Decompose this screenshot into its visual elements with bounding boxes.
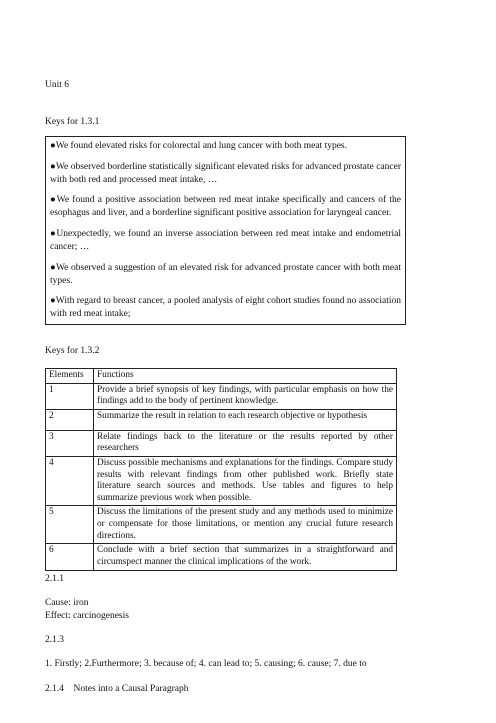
answers-line: 1. Firstly; 2.Furthermore; 3. because of; 4. can lead to; 5. causing; 6. cause; 7. due to [45,659,367,669]
table-row [46,457,397,506]
element-number: 2 [46,409,94,430]
table-row [46,544,397,570]
element-number: 3 [46,430,94,456]
section-211-heading: 2.1.1 [45,574,64,584]
element-number: 4 [46,457,94,506]
element-function: Summarize the result in relation to each research objective or hypothesis [94,409,397,430]
key-item: ●We observed a suggestion of an elevated risk for advanced prostate cancer with both meat types. [50,262,401,286]
unit-title: Unit 6 [45,80,70,90]
element-number: 1 [46,383,94,409]
element-function: Discuss the limitations of the present study and any methods used to minimize or compensate for those limitations, or mention any crucial future research directions. [94,506,397,544]
table-row [46,506,397,544]
element-function: Discuss possible mechanisms and explanations for the findings. Compare study results with relevant findings from other published work. Briefly state literature search sources and methods. Use tables and figures to help summarize previous work when possible. [94,457,397,506]
element-number: 5 [46,506,94,544]
table-header-row [46,369,397,384]
cause-line: Cause: iron [45,598,89,608]
elements-functions-table [45,368,397,571]
key-item: ●We found a positive association between red meat intake specifically and cancers of the esophagus and liver, and a borderline significant positive association for laryngeal cancer. [50,195,401,219]
section-214-heading: 2.1.4 Notes into a Causal Paragraph [45,684,189,694]
key-item: ●We observed borderline statistically significant elevated risks for advanced prostate cancer with both red and processed meat intake, … [50,161,401,185]
section-213-heading: 2.1.3 [45,635,64,645]
element-function: Conclude with a brief section that summarizes in a straightforward and circumspect manner the clinical implications of the work. [94,544,397,570]
key-item: ●We found elevated risks for colorectal and lung cancer with both meat types. [50,141,347,151]
table-row [46,430,397,456]
col-header-elements: Elements [46,369,94,384]
keys-132-heading: Keys for 1.3.2 [45,346,100,356]
element-function: Relate findings back to the literature or the results reported by other researchers [94,430,397,456]
key-item: ●With regard to breast cancer, a pooled analysis of eight cohort studies found no association with red meat intake; [50,296,401,320]
keys-131-heading: Keys for 1.3.1 [45,117,100,127]
col-header-functions: Functions [94,369,397,384]
table-row [46,383,397,409]
key-item: ●Unexpectedly, we found an inverse association between red meat intake and endometrial cancer; … [50,229,401,252]
element-function: Provide a brief synopsis of key findings, with particular emphasis on how the findings add to the body of pertinent knowledge. [94,383,397,409]
table-row [46,409,397,430]
keys-131-box [45,136,406,325]
element-number: 6 [46,544,94,570]
effect-line: Effect: carcinogenesis [45,611,129,621]
